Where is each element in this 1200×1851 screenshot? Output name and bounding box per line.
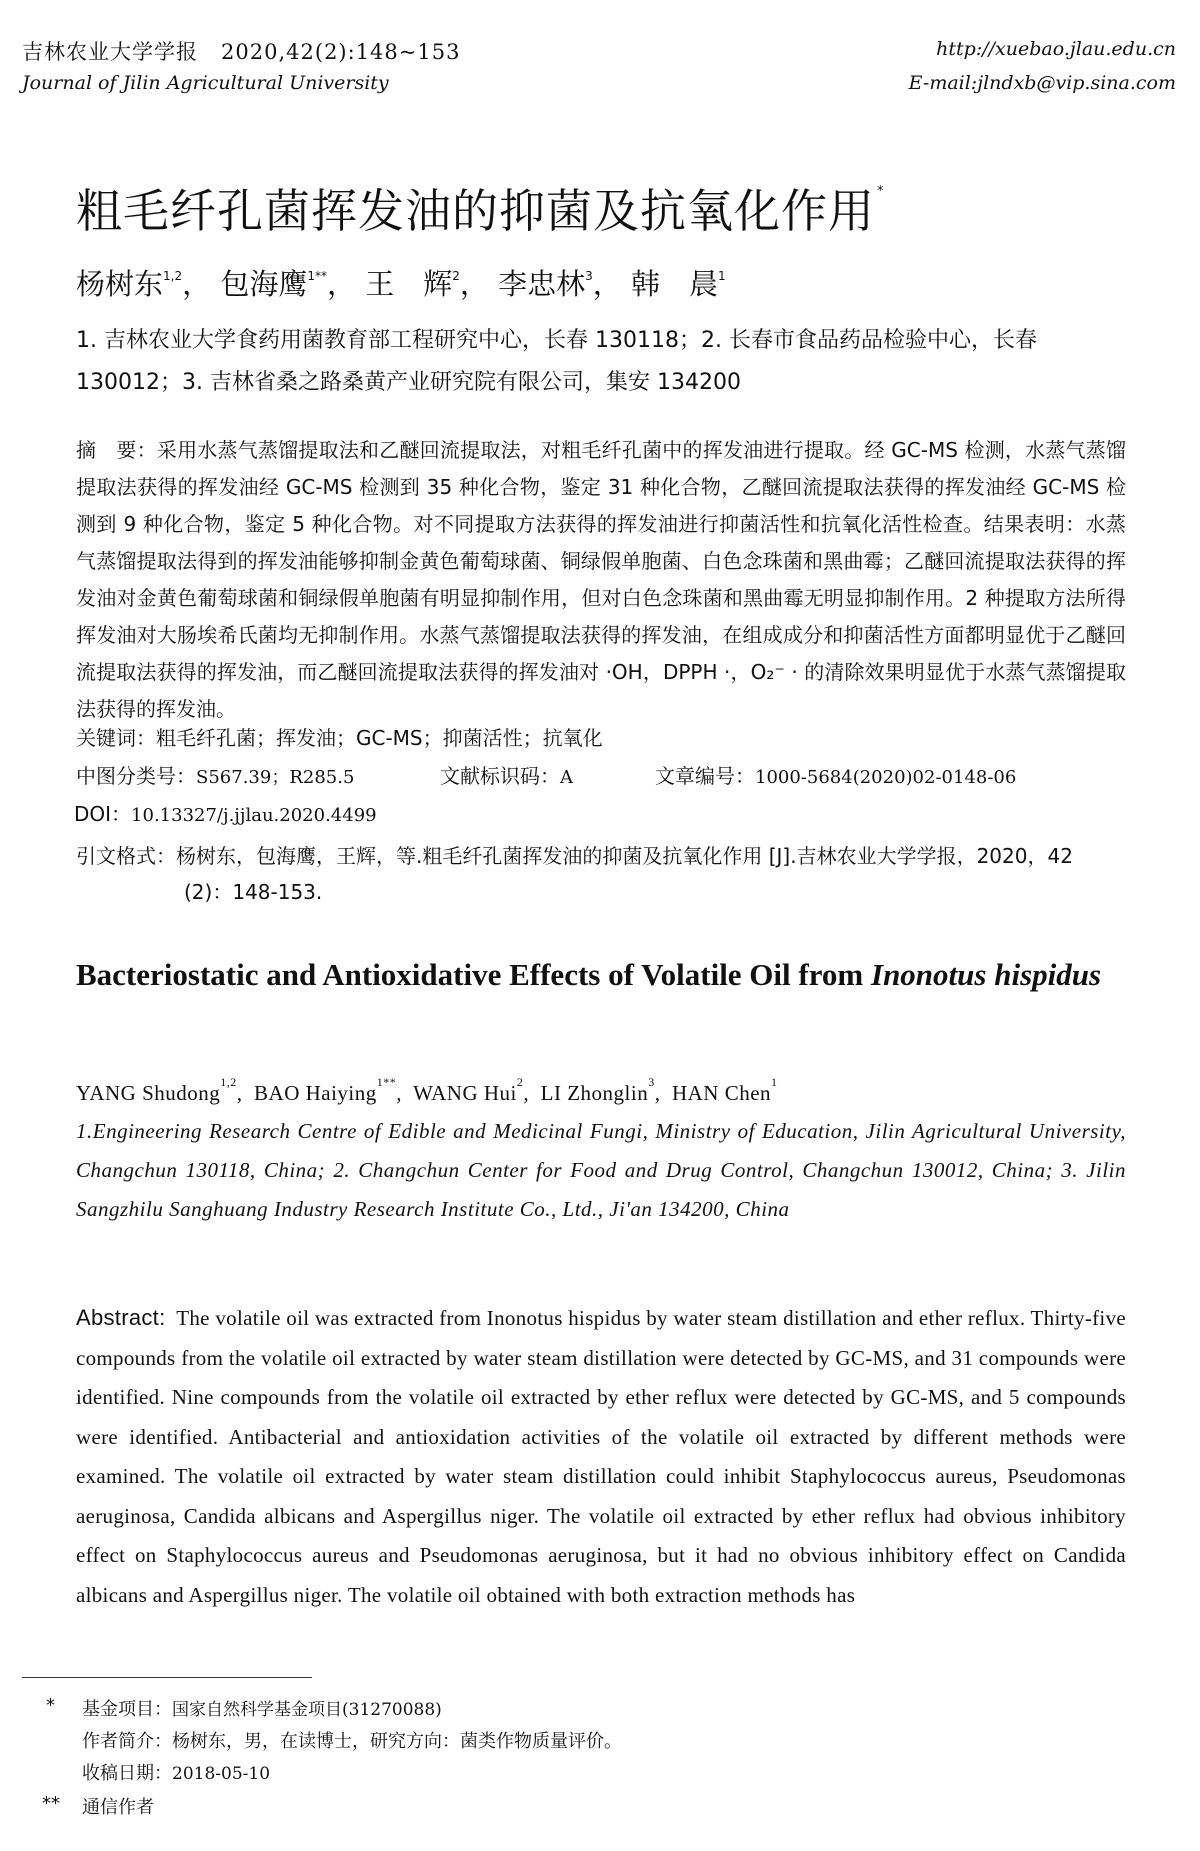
author-cn: 李忠林 <box>498 267 586 301</box>
affiliations-en: 1.Engineering Research Centre of Edible and Medicinal Fungi, Ministry of Education, Jilin Agricultural University, Changchun 130118, China; 2. Changchun Center for Food and Drug Control, Changchun 130012, China; 3. Jilin Sangzhilu Sanghuang Industry Research Institute Co., Ltd., Ji'an 134200, China <box>76 1119 1126 1221</box>
footnote-value: 杨树东，男，在读博士，研究方向：菌类作物质量评价。 <box>172 1731 622 1752</box>
author-sup: 1 <box>771 1075 778 1089</box>
journal-name-cn: 吉林农业大学学报 <box>22 40 198 64</box>
clc-label: 中图分类号： <box>76 764 196 788</box>
author-en: LI Zhonglin <box>540 1081 649 1105</box>
doc-code-label: 文献标识码： <box>440 764 560 788</box>
author-cn: 杨树东 <box>76 267 164 301</box>
journal-header-cn <box>22 36 460 66</box>
citation-format <box>76 840 1073 869</box>
clc-value: S567.39；R285.5 <box>196 767 355 788</box>
article-no-label: 文章编号： <box>655 764 755 788</box>
author-cn: 韩 晨 <box>630 267 718 301</box>
author-sup: 1,2 <box>163 269 183 283</box>
article-no-value: 1000-5684(2020)02-0148-06 <box>755 767 1017 788</box>
abstract-en-text: The volatile oil was extracted from Inonotus hispidus by water steam distillation and ether reflux. Thirty-five compounds from the volatile oil extracted by water steam distillation were detected by GC-MS, and 31 compounds were identified. Nine compounds from the volatile oil extracted by ether reflux were detected by GC-MS, and 5 compounds were identified. Antibacterial and antioxidation activities of the volatile oil extracted by different methods were examined. The volatile oil extracted by water steam distillation could inhibit Staphylococcus aureus, Pseudomonas aeruginosa, Candida albicans and Aspergillus niger. The volatile oil extracted by ether reflux had obvious inhibitory effect on Staphylococcus aureus and Pseudomonas aeruginosa, but it had no obvious inhibitory effect on Candida albicans and Aspergillus niger. The volatile oil obtained with both extraction methods has <box>76 1306 1126 1607</box>
doi-value[interactable]: 10.13327/j.jjlau.2020.4499 <box>131 805 377 826</box>
citation-label: 引文格式： <box>76 844 176 868</box>
authors-cn: 杨树东$^{1,2}$， 包海鹰$^{1**}$， 王 辉$^2$， 李忠林$^3$， 韩 晨$^1$ <box>76 267 726 301</box>
author-en: HAN Chen <box>671 1081 772 1105</box>
footnote-author-bio <box>82 1727 622 1753</box>
keywords-label: 关键词： <box>76 726 156 750</box>
abstract-cn-label: 摘 要： <box>76 438 157 462</box>
abstract-cn-text: 采用水蒸气蒸馏提取法和乙醚回流提取法，对粗毛纤孔菌中的挥发油进行提取。经 GC-MS 检测，水蒸气蒸馏提取法获得的挥发油经 GC-MS 检测到 35 种化合物，鉴定 31 种化合物，乙醚回流提取法获得的挥发油经 GC-MS 检测到 9 种化合物，鉴定 5 种化合物。对不同提取方法获得的挥发油进行抑菌活性和抗氧化活性检查。结果表明：水蒸气蒸馏提取法得到的挥发油能够抑制金黄色葡萄球菌、铜绿假单胞菌、白色念珠菌和黑曲霉；乙醚回流提取法获得的挥发油对金黄色葡萄球菌和铜绿假单胞菌有明显抑制作用，但对白色念珠菌和黑曲霉无明显抑制作用。2 种提取方法所得挥发油对大肠埃希氏菌均无抑制作用。水蒸气蒸馏提取法获得的挥发油，在组成成分和抑菌活性方面都明显优于乙醚回流提取法获得的挥发油，而乙醚回流提取法获得的挥发油对 ·OH，DPPH ·，O₂⁻ · 的清除效果明显优于水蒸气蒸馏提取法获得的挥发油。 <box>76 438 1126 721</box>
footnote-mark: ** <box>42 1793 60 1814</box>
title-footnote-mark: * <box>877 184 885 199</box>
footnote-divider <box>22 1677 312 1678</box>
footnote-mark: * <box>46 1695 55 1716</box>
author-sup: 2 <box>452 269 460 283</box>
footnote-label: 收稿日期： <box>82 1763 172 1784</box>
authors-en: YANG Shudong$^{1,2}$, BAO Haiying$^{1**}$, WANG Hui$^2$, LI Zhonglin$^3$, HAN Chen$^1$ <box>76 1075 778 1105</box>
title-cn-text: 粗毛纤孔菌挥发油的抑菌及抗氧化作用 <box>76 184 875 238</box>
footnote-label: 基金项目： <box>82 1699 172 1720</box>
affiliations-cn: 1. 吉林农业大学食药用菌教育部工程研究中心，长春 130118；2. 长春市食品药品检验中心，长春 130012；3. 吉林省桑之路桑黄产业研究院有限公司，集安 134200 <box>76 328 1037 395</box>
author-en: YANG Shudong <box>76 1081 221 1105</box>
doc-code-value: A <box>560 767 573 788</box>
author-en: BAO Haiying <box>254 1081 377 1105</box>
author-sup: 3 <box>585 269 593 283</box>
title-en-main: Bacteriostatic and Antioxidative Effects of Volatile Oil from <box>76 957 871 992</box>
keywords-value: 粗毛纤孔菌；挥发油；GC-MS；抑菌活性；抗氧化 <box>156 726 603 750</box>
journal-name-en: Journal of Jilin Agricultural University <box>22 72 389 94</box>
abstract-en-label: Abstract: <box>76 1305 166 1330</box>
keywords <box>76 722 603 751</box>
footnote-funding <box>46 1695 442 1721</box>
author-sup: 3 <box>648 1075 655 1089</box>
author-cn: 王 辉 <box>365 267 453 301</box>
author-en: WANG Hui <box>413 1081 517 1105</box>
author-sup: 1** <box>307 269 327 283</box>
citation-line1: 杨树东，包海鹰，王辉，等.粗毛纤孔菌挥发油的抑菌及抗氧化作用 [J].吉林农业大学学报，2020，42 <box>176 844 1073 868</box>
author-sup: 1,2 <box>220 1075 237 1089</box>
journal-email[interactable]: E-mail:jlndxb@vip.sina.com <box>908 72 1176 94</box>
title-en-species: Inonotus hispidus <box>871 957 1102 992</box>
page-title-cn <box>76 175 885 241</box>
footnote-label: 作者简介： <box>82 1731 172 1752</box>
author-sup: 1** <box>376 1075 397 1089</box>
journal-url[interactable]: http://xuebao.jlau.edu.cn <box>936 38 1176 60</box>
abstract-en <box>76 1298 1126 1615</box>
classification-doc <box>440 760 573 789</box>
author-sup: 2 <box>516 1075 524 1089</box>
classification-clc <box>76 760 354 789</box>
page-title-en <box>76 950 1136 1000</box>
doi-label: DOI： <box>74 802 132 826</box>
author-sup: 1 <box>717 269 726 283</box>
abstract-cn <box>76 432 1126 728</box>
footnote-corresponding <box>42 1793 154 1819</box>
classification-article <box>655 760 1016 789</box>
journal-citation: 2020,42(2):148~153 <box>221 40 461 64</box>
footnote-value: 国家自然科学基金项目(31270088) <box>172 1700 442 1720</box>
citation-line2: (2)：148-153. <box>184 880 323 904</box>
author-cn: 包海鹰 <box>220 267 308 301</box>
footnote-label: 通信作者 <box>82 1797 154 1818</box>
doi <box>74 798 377 827</box>
footnote-received <box>82 1759 270 1785</box>
footnote-value: 2018-05-10 <box>172 1764 271 1784</box>
